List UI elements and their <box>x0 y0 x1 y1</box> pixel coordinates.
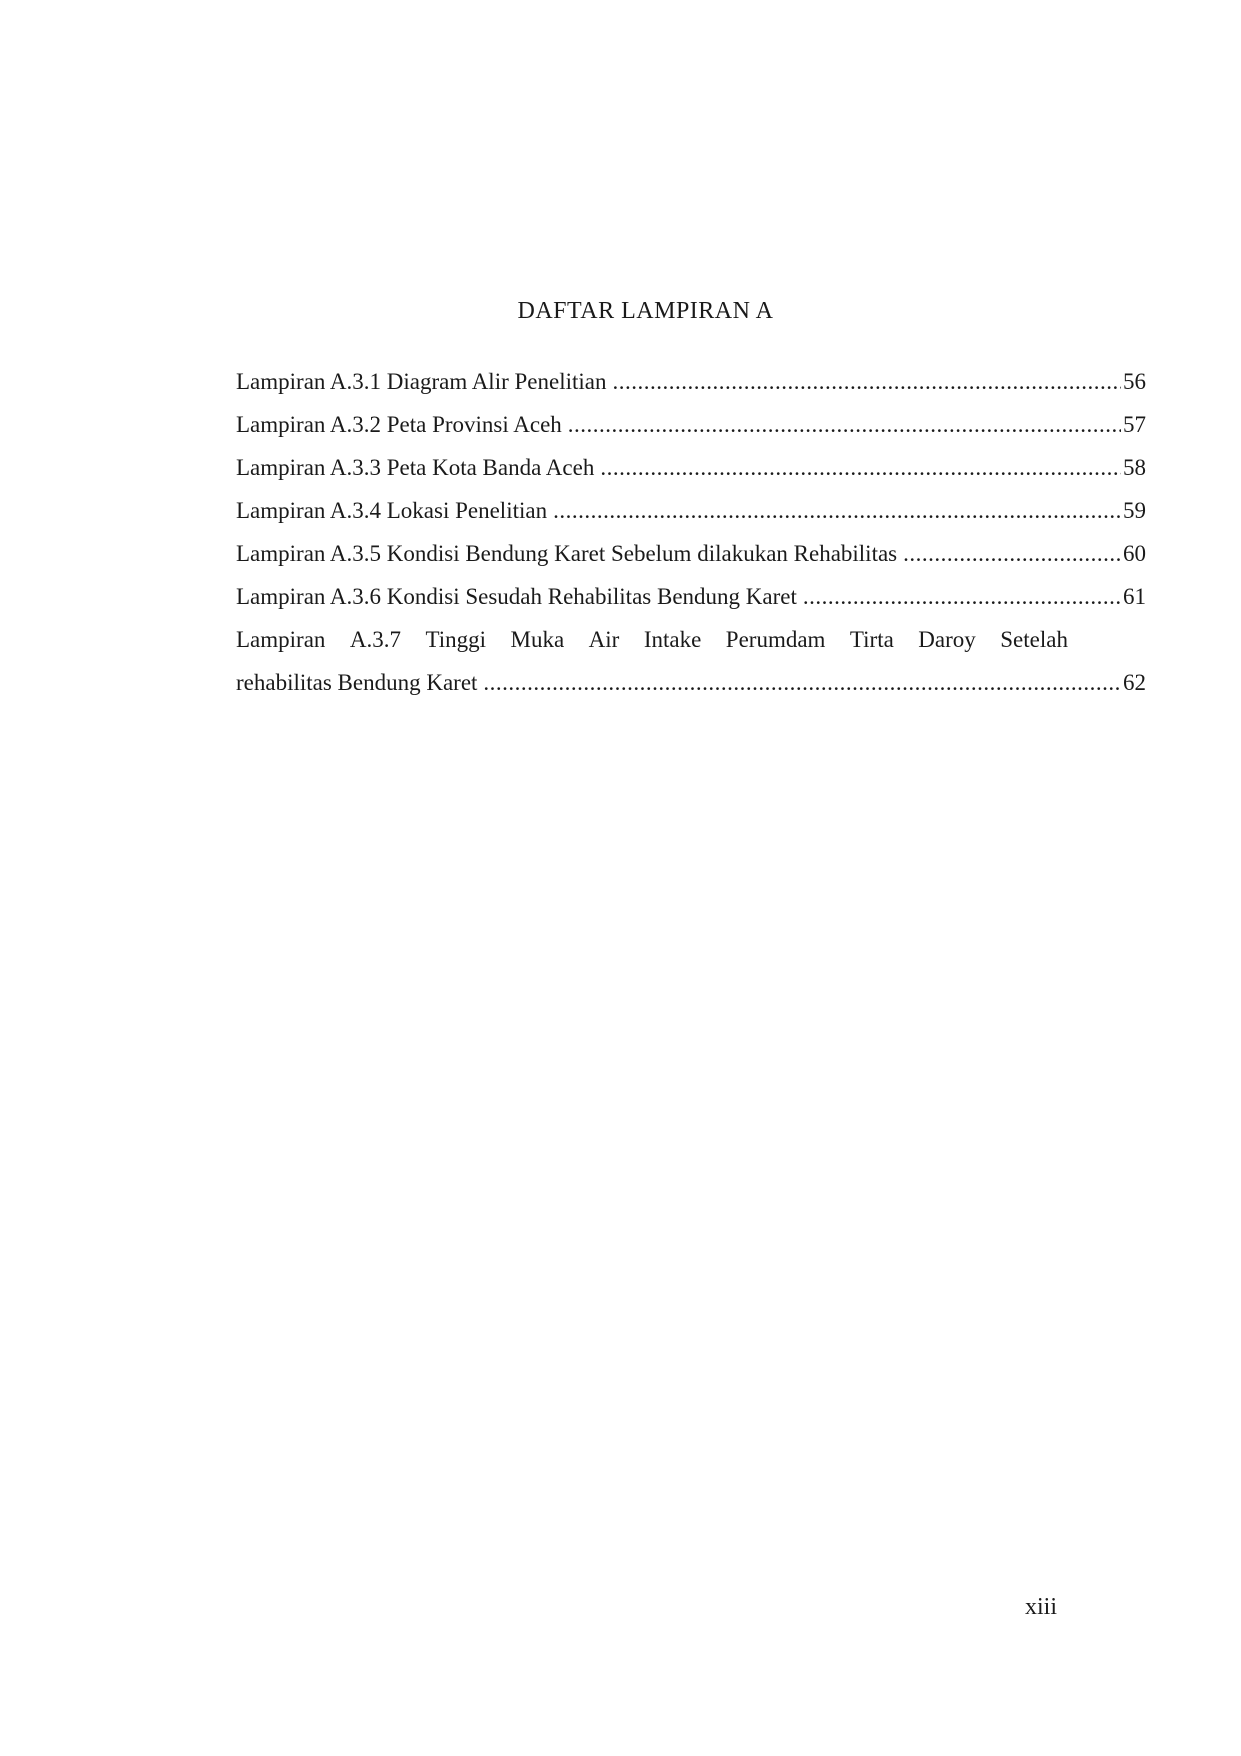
toc-entry-label: Lampiran A.3.1 Diagram Alir Penelitian <box>236 369 607 394</box>
leader-dots <box>903 532 1121 575</box>
leader-dots <box>483 661 1121 704</box>
toc-entry-label: Lampiran A.3.5 Kondisi Bendung Karet Sebelum dilakukan Rehabilitas <box>236 541 898 566</box>
toc-word: Perumdam <box>725 627 826 652</box>
leader-dots <box>600 446 1121 489</box>
toc-entry[interactable] <box>236 575 1146 618</box>
table-of-contents <box>236 360 1146 704</box>
toc-entry-label: Lampiran A.3.2 Peta Provinsi Aceh <box>236 412 562 437</box>
toc-word: Lampiran <box>236 627 326 652</box>
leader-dots <box>803 575 1121 618</box>
leader-dots <box>612 360 1121 403</box>
toc-entry[interactable] <box>236 360 1146 403</box>
leader-dots <box>553 489 1121 532</box>
toc-entry-label: Lampiran A.3.6 Kondisi Sesudah Rehabilitas Bendung Karet <box>236 584 797 609</box>
toc-entry-multiline[interactable] <box>236 618 1146 704</box>
toc-entry-label: Lampiran A.3.3 Peta Kota Banda Aceh <box>236 455 595 480</box>
toc-word: Daroy <box>918 627 976 652</box>
toc-word: Tinggi <box>425 627 487 652</box>
toc-word: Setelah <box>1000 627 1068 652</box>
page-number: xiii <box>1025 1594 1058 1620</box>
toc-entry-page: 62 <box>1123 670 1146 695</box>
toc-entry[interactable] <box>236 446 1146 489</box>
toc-entry-page: 61 <box>1123 584 1146 609</box>
toc-entry-page: 56 <box>1123 369 1146 394</box>
toc-entry[interactable] <box>236 532 1146 575</box>
toc-word: A.3.7 <box>349 627 402 652</box>
toc-entry[interactable] <box>236 489 1146 532</box>
leader-dots <box>568 403 1121 446</box>
toc-entry-page: 57 <box>1123 412 1146 437</box>
page-title: DAFTAR LAMPIRAN A <box>517 298 774 324</box>
toc-entry[interactable] <box>236 403 1146 446</box>
toc-word: Air <box>588 627 620 652</box>
toc-entry-label: rehabilitas Bendung Karet <box>236 670 478 695</box>
toc-entry-page: 58 <box>1123 455 1146 480</box>
toc-word: Intake <box>643 627 702 652</box>
toc-entry-first-line <box>236 618 1068 661</box>
toc-entry-second-line <box>236 661 1146 704</box>
toc-entry-label: Lampiran A.3.4 Lokasi Penelitian <box>236 498 548 523</box>
toc-entry-page: 60 <box>1123 541 1146 566</box>
toc-word: Muka <box>510 627 565 652</box>
toc-entry-page: 59 <box>1123 498 1146 523</box>
toc-word: Tirta <box>849 627 894 652</box>
